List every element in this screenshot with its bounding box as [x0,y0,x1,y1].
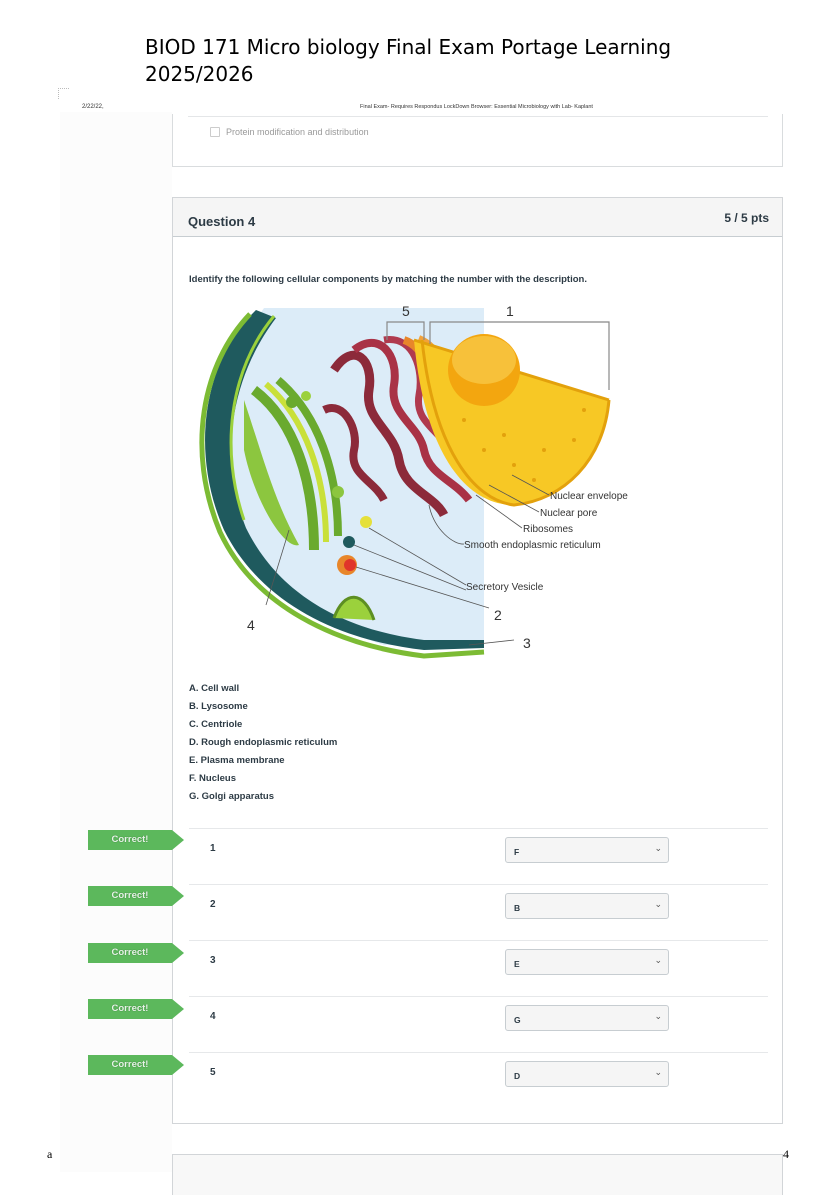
document-title-line1: BIOD 171 Micro biology Final Exam Portage Learning [145,35,672,59]
print-header: Final Exam- Requires Respondus LockDown Browser: Essential Microbiology with Lab- Kaplant [360,104,593,110]
match-row-2 [189,884,768,941]
correct-label: Correct! [111,1059,149,1070]
match-number: 3 [210,955,216,966]
diagram-number-2: 2 [494,607,502,623]
selected-value: G [514,1015,521,1025]
correct-answer-flag [88,1055,184,1075]
match-select-1[interactable] [505,837,669,863]
selected-value: B [514,903,521,913]
previous-answer-option: Protein modification and distribution [226,127,369,137]
label-smooth-er: Smooth endoplasmic reticulum [464,540,601,551]
match-row-4 [189,996,768,1053]
match-select-4[interactable] [505,1005,669,1031]
page-footer-left: a [47,1147,53,1161]
option-f: F. Nucleus [189,773,236,784]
match-number: 5 [210,1067,216,1078]
chevron-down-icon: ⌄ [654,1067,662,1077]
match-number: 2 [210,899,216,910]
option-a: A. Cell wall [189,683,240,694]
diagram-number-3: 3 [523,635,531,651]
match-select-5[interactable] [505,1061,669,1087]
selected-value: F [514,847,520,857]
answer-checkbox[interactable] [210,127,220,137]
page-number: 4 [783,1147,789,1161]
correct-answer-flag [88,886,184,906]
print-date: 2/22/22, [82,104,104,110]
chevron-down-icon: ⌄ [654,955,662,965]
document-title [145,34,671,88]
selected-value: D [514,1071,521,1081]
option-b: B. Lysosome [189,701,248,712]
match-select-2[interactable] [505,893,669,919]
label-nuclear-pore: Nuclear pore [540,508,598,519]
correct-label: Correct! [111,947,149,958]
chevron-down-icon: ⌄ [654,899,662,909]
match-row-1 [189,828,768,885]
option-g: G. Golgi apparatus [189,791,274,802]
option-d: D. Rough endoplasmic reticulum [189,737,338,748]
diagram-number-4: 4 [247,617,255,633]
match-row-5 [189,1052,768,1109]
correct-label: Correct! [111,890,149,901]
question-card [172,197,783,1124]
previous-question-box [172,114,783,167]
question-instruction: Identify the following cellular components by matching the number with the description. [189,274,587,285]
divider [188,116,768,117]
cell-diagram [184,300,654,660]
question-points: 5 / 5 pts [724,211,769,225]
correct-label: Correct! [111,834,149,845]
option-e: E. Plasma membrane [189,755,285,766]
diagram-number-1: 1 [506,303,514,319]
label-nuclear-envelope: Nuclear envelope [550,491,628,502]
answer-options-list [189,680,337,806]
chevron-down-icon: ⌄ [654,843,662,853]
match-number: 1 [210,843,216,854]
question-header [173,198,782,237]
match-select-3[interactable] [505,949,669,975]
correct-answer-flag [88,999,184,1019]
correct-answer-flag [88,943,184,963]
correct-answer-flag [88,830,184,850]
label-secretory-vesicle: Secretory Vesicle [466,582,544,593]
diagram-number-5: 5 [402,303,410,319]
match-row-3 [189,940,768,997]
corner-mark [58,88,69,99]
correct-label: Correct! [111,1003,149,1014]
label-ribosomes: Ribosomes [523,524,574,535]
next-question-card [172,1154,783,1195]
option-c: C. Centriole [189,719,243,730]
match-number: 4 [210,1011,216,1022]
document-title-line2: 2025/2026 [145,62,254,86]
question-title: Question 4 [188,214,256,229]
selected-value: E [514,959,520,969]
chevron-down-icon: ⌄ [654,1011,662,1021]
